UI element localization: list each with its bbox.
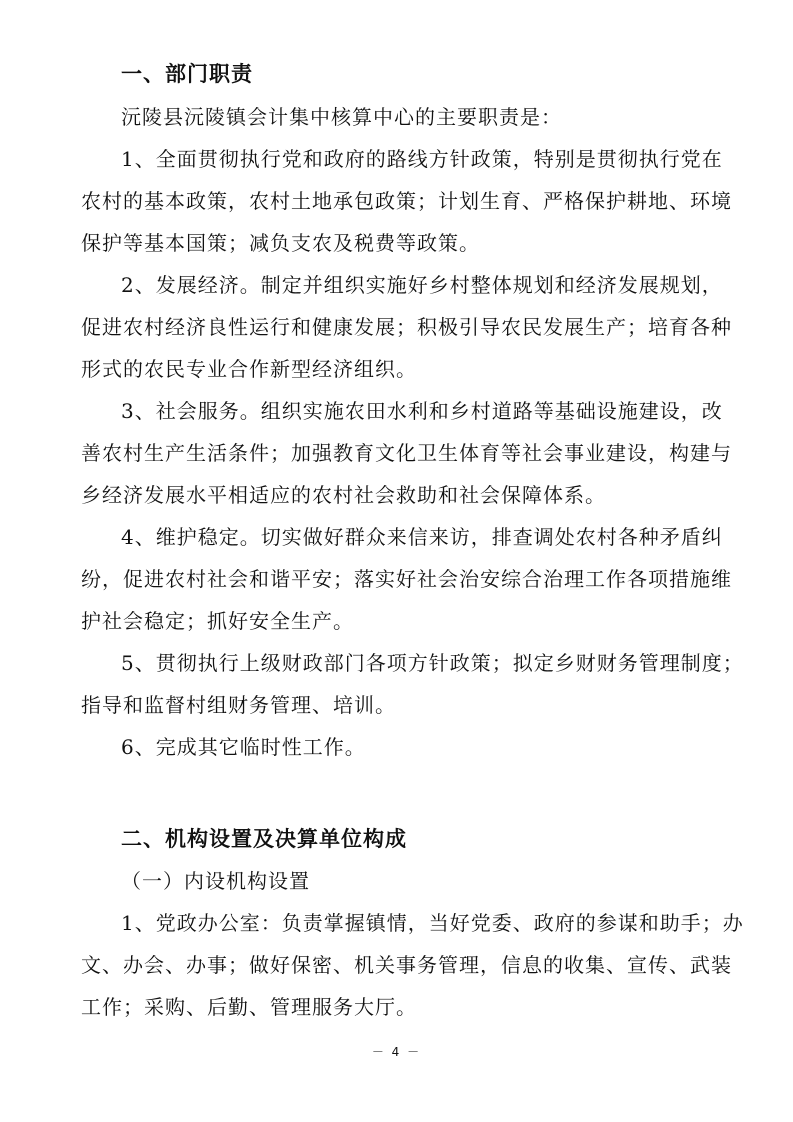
item1-line3: 保护等基本国策；减负支农及税费等政策。 [81,231,480,255]
item5-line1: 5、贯彻执行上级财政部门各项方针政策；拟定乡财财务管理制度； [121,651,744,675]
section1-item-4 [81,516,732,642]
section1-intro [121,96,721,138]
section2-subheading [121,860,721,902]
item1-line1: 1、全面贯彻执行党和政府的路线方针政策，特别是贯彻执行党在 [121,147,723,171]
section1-heading: 一、部门职责 [121,62,253,86]
section2-subheading-line: （一）内设机构设置 [121,869,310,893]
section1-item-6 [121,726,721,768]
s2-item1-line1: 1、党政办公室：负责掌握镇情，当好党委、政府的参谋和助手；办 [121,911,744,935]
s2-item1-line3: 工作；采购、后勤、管理服务大厅。 [81,995,417,1019]
item4-line1: 4、维护稳定。切实做好群众来信来访，排查调处农村各种矛盾纠 [121,525,723,549]
section1-item-5 [81,642,744,726]
item6-line1: 6、完成其它临时性工作。 [121,735,366,759]
section2-heading: 二、机构设置及决算单位构成 [121,827,407,851]
section1-item-2 [81,264,732,390]
s2-item1-line2: 文、办会、办事；做好保密、机关事务管理，信息的收集、宣传、武装 [81,953,732,977]
item4-line2: 纷，促进农村社会和谐平安；落实好社会治安综合治理工作各项措施维 [81,567,732,591]
section1-item-1 [81,138,732,264]
page-number: － 4 － [371,1045,422,1059]
item4-line3: 护社会稳定；抓好安全生产。 [81,609,354,633]
item3-line1: 3、社会服务。组织实施农田水利和乡村道路等基础设施建设，改 [121,399,723,423]
item1-line2: 农村的基本政策，农村土地承包政策；计划生育、严格保护耕地、环境 [81,189,732,213]
section1-intro-line: 沅陵县沅陵镇会计集中核算中心的主要职责是： [121,105,562,129]
section1-item-3 [81,390,732,516]
item5-line2: 指导和监督村组财务管理、培训。 [81,693,396,717]
item3-line3: 乡经济发展水平相适应的农村社会救助和社会保障体系。 [81,483,606,507]
item2-line3: 形式的农民专业合作新型经济组织。 [81,357,417,381]
item2-line2: 促进农村经济良性运行和健康发展；积极引导农民发展生产；培育各种 [81,315,732,339]
item3-line2: 善农村生产生活条件；加强教育文化卫生体育等社会事业建设，构建与 [81,441,732,465]
section2-item-1 [81,902,744,1028]
item2-line1: 2、发展经济。制定并组织实施好乡村整体规划和经济发展规划， [121,273,723,297]
